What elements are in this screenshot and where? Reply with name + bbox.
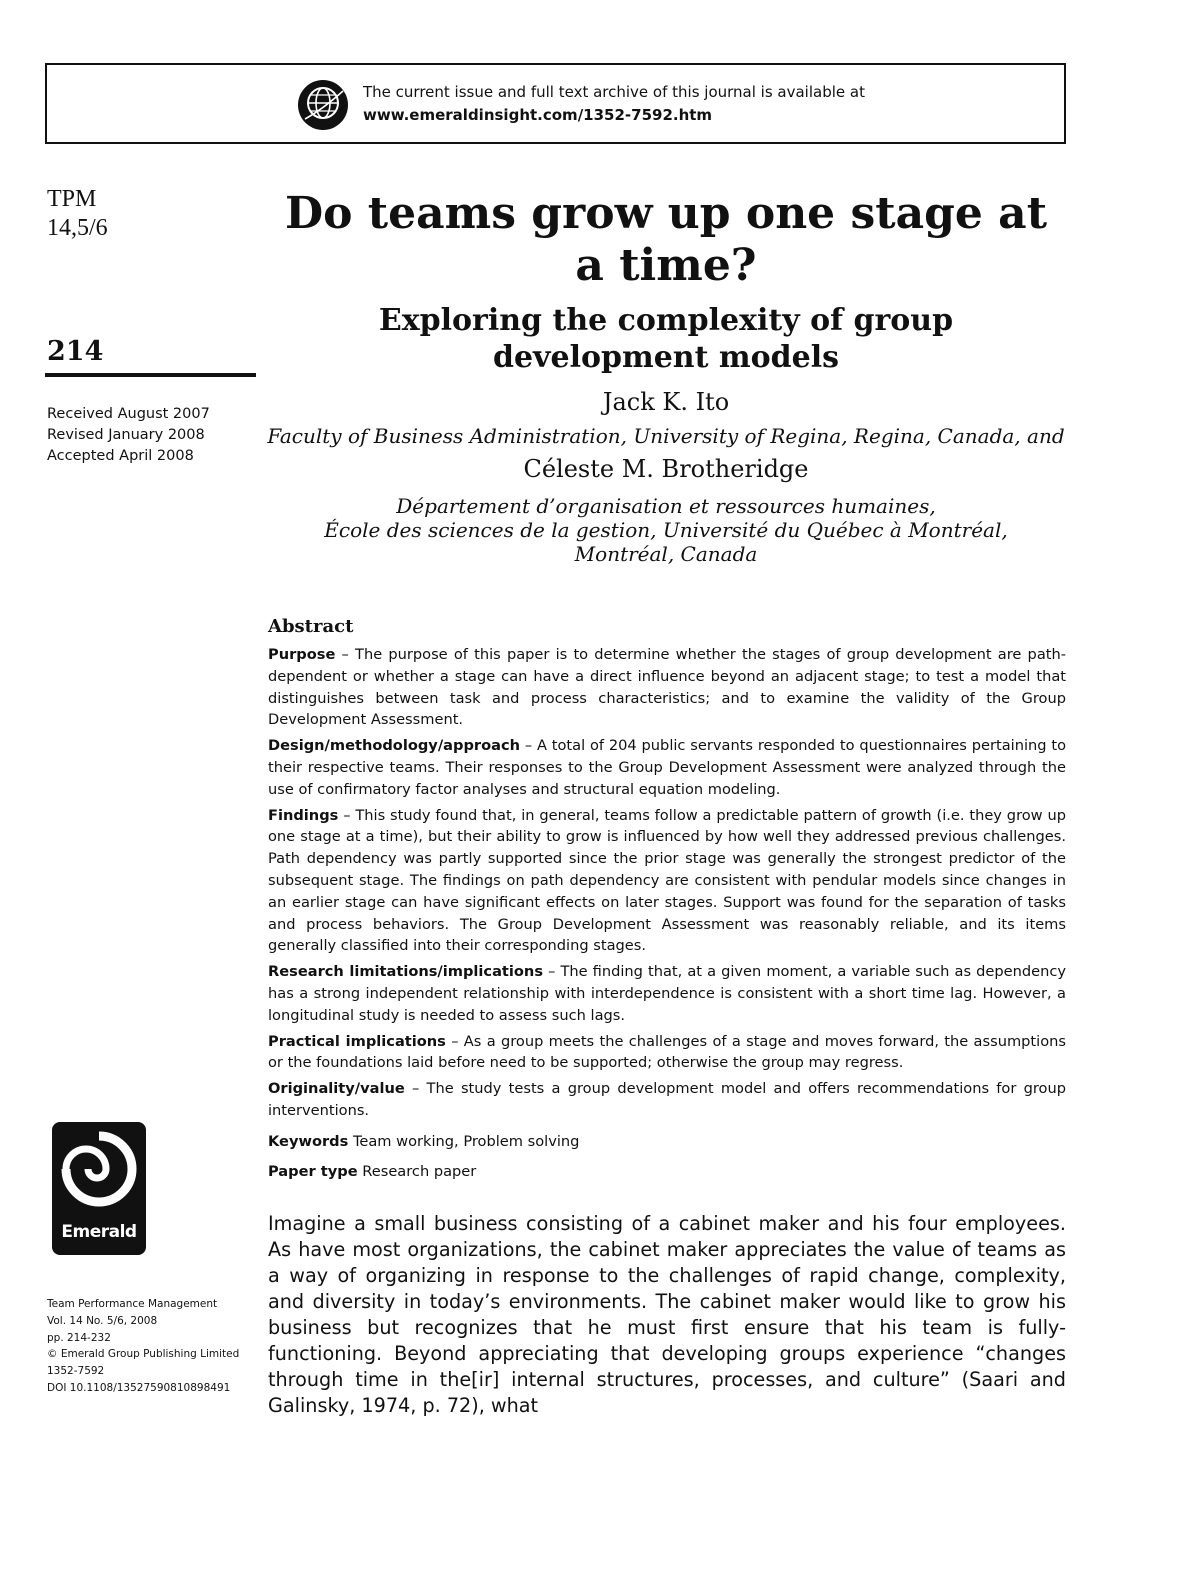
revised-date: Revised January 2008 <box>47 427 205 443</box>
volume-info: Vol. 14 No. 5/6, 2008 <box>47 1314 158 1327</box>
keywords <box>268 1133 579 1150</box>
abstract-heading: Abstract <box>268 616 354 637</box>
section-label: Design/methodology/approach <box>268 737 521 755</box>
emerald-logo <box>52 1122 146 1255</box>
journal-abbreviation: TPM <box>47 186 97 212</box>
subtitle-line: development models <box>492 340 839 375</box>
article-dates <box>47 404 210 467</box>
section-text: – The finding that, at a given moment, a variable such as dependency has a strong independent relationship with interdependence is consistent with a short time lag. However, a longitudinal study is needed to assess such lags. <box>268 963 1066 1024</box>
paper-type-value: Research paper <box>357 1163 477 1180</box>
banner-text <box>363 81 865 127</box>
abstract-section <box>268 1031 1066 1075</box>
keywords-value: Team working, Problem solving <box>348 1133 580 1150</box>
affiliation-line: Montréal, Canada <box>574 542 758 566</box>
copyright: © Emerald Group Publishing Limited <box>47 1348 240 1361</box>
journal-code <box>47 185 108 243</box>
affiliation-line: Département d’organisation et ressources humaines, <box>396 494 936 518</box>
section-label: Research limitations/implications <box>268 963 544 981</box>
received-date: Received August 2007 <box>47 406 210 422</box>
affiliation-line: École des sciences de la gestion, Université du Québec à Montréal, <box>324 518 1008 542</box>
sidebar-divider <box>45 373 256 377</box>
abstract-section <box>268 1078 1066 1122</box>
issn: 1352-7592 <box>47 1365 105 1378</box>
keywords-label: Keywords <box>268 1133 349 1150</box>
accepted-date: Accepted April 2008 <box>47 448 194 464</box>
abstract-body <box>268 644 1066 1126</box>
volume-issue: 14,5/6 <box>47 215 108 241</box>
journal-name: Team Performance Management <box>47 1298 218 1310</box>
publication-info <box>47 1296 239 1397</box>
author-name: Jack K. Ito <box>602 388 730 416</box>
author-affiliation <box>266 494 1066 566</box>
emerald-swirl-icon <box>52 1122 146 1222</box>
banner-line: The current issue and full text archive of this journal is available at <box>363 83 865 101</box>
author-name: Céleste M. Brotheridge <box>523 455 809 483</box>
section-label: Originality/value <box>268 1080 405 1098</box>
section-label: Practical implications <box>268 1032 446 1050</box>
globe-icon <box>297 79 349 131</box>
body-paragraph: Imagine a small business consisting of a cabinet maker and his four employees. As have most organizations, the cabinet maker appreciates the value of teams as a way of organizing in response to the challenges of rapid change, complexity, and diversity in today’s environments. The cabinet maker would like to grow his business but recognizes that he must first ensure that his team is fully-functioning. Beyond appreciating that developing groups experience “changes through time in the[ir] internal structures, processes, and culture” (Saari and Galinsky, 1974, p. 72), what <box>268 1212 1066 1417</box>
journal-access-banner <box>45 63 1066 144</box>
article-title <box>266 188 1066 292</box>
logo-wordmark: Emerald <box>61 1222 137 1242</box>
page-number: 214 <box>47 336 104 367</box>
section-text: – A total of 204 public servants responded to questionnaires pertaining to their respective teams. Their responses to the Group Development Assessment were analyzed through the use of confirmatory factor analyses and structural equation modeling. <box>268 737 1066 798</box>
subtitle-line: Exploring the complexity of group <box>378 303 954 338</box>
section-text: – This study found that, in general, teams follow a predictable pattern of growth (i.e. they grow up one stage at a time), but their ability to grow is influenced by how well they addressed previous challenges. Path dependency was partly supported since the prior stage was generally the strongest predictor of the subsequent stage. The findings on path dependency are consistent with pendular models since changes in an earlier stage can have significant effects on later stages. Support was found for the separation of tasks and process behaviors. The Group Development Assessment was reasonably reliable, and its items generally classified into their corresponding stages. <box>268 806 1066 955</box>
page-range: pp. 214-232 <box>47 1331 111 1344</box>
article-subtitle <box>266 302 1066 376</box>
section-label: Purpose <box>268 646 336 663</box>
section-text: – The purpose of this paper is to determine whether the stages of group development are path-dependent or whether a stage can have a direct influence beyond an adjacent stage; to test a model that distinguishes between task and process characteristics; and to examine the validity of the Group Development Assessment. <box>268 646 1066 729</box>
section-text: – The study tests a group development model and offers recommendations for group interventions. <box>268 1080 1066 1119</box>
abstract-section <box>268 961 1066 1026</box>
paper-type <box>268 1163 476 1180</box>
author-affiliation: Faculty of Business Administration, University of Regina, Regina, Canada, and <box>267 424 1065 448</box>
abstract-section <box>268 735 1066 800</box>
section-label: Findings <box>268 806 339 824</box>
journal-url-link[interactable]: www.emeraldinsight.com/1352-7592.htm <box>363 106 713 124</box>
title-line: Do teams grow up one stage at <box>284 188 1048 239</box>
title-line: a time? <box>575 240 757 291</box>
paper-type-label: Paper type <box>268 1163 358 1180</box>
abstract-section <box>268 644 1066 731</box>
abstract-section <box>268 805 1066 958</box>
doi: DOI 10.1108/13527590810898491 <box>47 1381 231 1394</box>
section-text: – As a group meets the challenges of a stage and moves forward, the assumptions or the foundations laid before need to be supported; otherwise the group may regress. <box>268 1032 1066 1072</box>
